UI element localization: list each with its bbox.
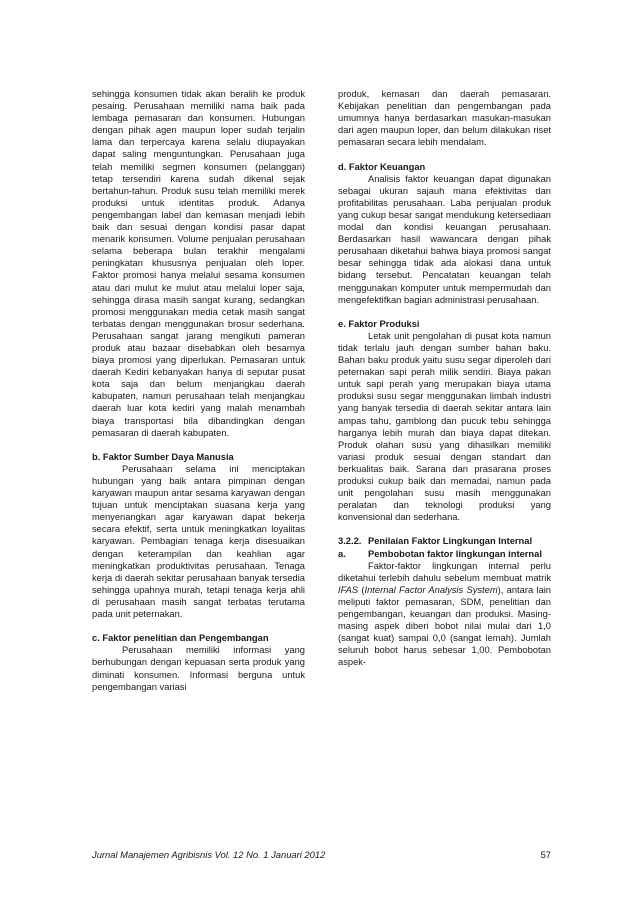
subsection-letter: a. — [338, 548, 346, 559]
paragraph-marketing: sehingga konsumen tidak akan beralih ke produk pesaing. Perusahaan memiliki nama baik pada lembaga pemasaran dan konsumen. Hubungan dengan pihak agen maupun loper sudah terjalin lama dan terpercaya karena selalu diupayakan dapat saling menguntungkan. Perusahaan juga telah memiliki segmen konsumen (pelanggan) tetap tersendiri karena sudah dikenal sejak bertahun-tahun. Produk susu telah memiliki merek produksi untuk identitas produk. Adanya pengembangan label dan kemasan menjadi lebih baik dan sesuai dengan kondisi pasar dapat menarik konsumen. Volume penjualan perusahaan selama beberapa bulan terakhir mengalami peningkatan khususnya penjualan oleh loper. Faktor promosi hanya melalui sesama konsumen atau dari mulut ke mulut atau melalui loper saja, sehingga dirasa masih sangat kurang, sedangkan promosi menggunakan media cetak masih sangat terbatas dengan menggunakan brosur sederhana. Perusahaan sangat jarang mengikuti pameran produk atau bazaar disebabkan oleh besarnya biaya promosi yang diperlukan. Pemasaran untuk daerah Kediri kebanyakan hanya di seputar pusat kota saja dan belum menjangkau daerah kabupaten, namun perusahaan telah menjangkau daerah luar kota kediri yang malah menambah biaya transportasi bila dibandingkan dengan pemasaran di daerah kabupaten. — [92, 89, 305, 438]
left-column — [92, 88, 305, 693]
heading-finance: d. Faktor Keuangan — [338, 161, 426, 172]
paragraph-research-development: Perusahaan memiliki informasi yang berhubungan dengan kepuasan serta produk yang diminati konsumen. Informasi berguna untuk pengembangan variasi — [92, 645, 305, 692]
paragraph-production: Letak unit pengolahan di pusat kota namun tidak terlalu jauh dengan sumber bahan baku. Bahan baku produk yaitu susu segar diperoleh dari peternakan sapi perah milik sendiri. Biaya pakan untuk sapi perah yang merupakan biaya utama produksi susu segar menggunakan limbah industri yang banyak tersedia di daerah sekitar antara lain ampas tahu, gamblong dan pucuk tebu sehingga harganya lebih murah dan biaya dapat ditekan. Produk olahan susu yang dihasilkan memiliki variasi produk sesuai dengan standart dan berkualitas baik. Sarana dan prasarana proses produksi cukup baik dan memadai, namun pada unit pengolahan susu masih menggunakan peralatan dan teknologi produksi yang konvensional dan sederhana. — [338, 330, 551, 523]
paragraph-research-continued: produk, kemasan dan daerah pemasaran. Kebijakan penelitian dan pengembangan pada umumnya hanya berdasarkan masukan-masukan dari agen maupun loper, dan belum dilakukan riset pemasaran secara lebih mendalam. — [338, 89, 551, 148]
heading-research-development: c. Faktor penelitian dan Pengembangan — [92, 633, 269, 644]
heading-weighting — [338, 548, 551, 560]
paragraph-finance: Analisis faktor keuangan dapat digunakan sebagai ukuran sajauh mana efektivitas dan profitabilitas perusahaan. Laba penjualan produk yang cukup besar sangat mendukung ketersediaan modal dan kondisi keuangan perusahaan. Berdasarkan hasil wawancara dengan pihak perusahaan diketahui bahwa biaya promosi sangat besar sehingga tidak ada alokasi dana untuk bidang tersebut. Pencatatan keuangan telah menggunakan komputer untuk mempermudah dan mengefektifkan bagian administrasi perusahaan. — [338, 173, 551, 305]
paragraph-human-resources: Perusahaan selama ini menciptakan hubungan yang baik antara pimpinan dengan karyawan maupun antar sesama karyawan dengan tujuan untuk menciptakan suasana kerja yang menyenangkan agar karyawan dapat bekerja secara efektif, serta untuk meningkatkan loyalitas karyawan. Pembagian tenaga kerja disesuaikan dengan keterampilan dan keahlian agar meningkatkan produktivitas perusahaan. Tenaga kerja di daerah sekitar perusahaan banyak tersedia sehingga upahnya murah, tetapi tenaga kerja ahli di perusahaan masih sangat terbatas terutama pada unit peternakan. — [92, 463, 305, 620]
weighting-text-2: ( — [358, 584, 365, 595]
subsection-title: Pembobotan faktor lingkungan internal — [368, 548, 542, 559]
ifas-full-term: Internal Factor Analysis System — [364, 584, 498, 595]
weighting-text-3: ), antara lain meliputi faktor pemasaran, SDM, penelitian dan pengembangan, keuangan dan produksi. Masing-masing aspek diberi bobot nilai mulai dari 1,0 (sangat kuat) sampai 0,0 (sangat lemah). Jumlah seluruh bobot harus sebesar 1,00. Pembobotan aspek- — [338, 584, 551, 668]
section-title: Penilaian Faktor Lingkungan Internal — [368, 536, 533, 547]
weighting-text-1: Faktor-faktor lingkungan internal perlu diketahui terlebih dahulu sebelum membuat matrik — [338, 560, 551, 583]
paragraph-weighting — [338, 560, 551, 669]
heading-section-3-2-2 — [338, 535, 551, 547]
right-column — [338, 88, 551, 669]
heading-production: e. Faktor Produksi — [338, 318, 420, 329]
page-footer — [92, 849, 551, 861]
heading-human-resources: b. Faktor Sumber Daya Manusia — [92, 451, 234, 462]
section-number: 3.2.2. — [338, 536, 362, 547]
page-number: 57 — [540, 849, 551, 860]
ifas-term: IFAS — [338, 584, 359, 595]
journal-citation: Jurnal Manajemen Agribisnis Vol. 12 No. 1 Januari 2012 — [92, 849, 326, 860]
